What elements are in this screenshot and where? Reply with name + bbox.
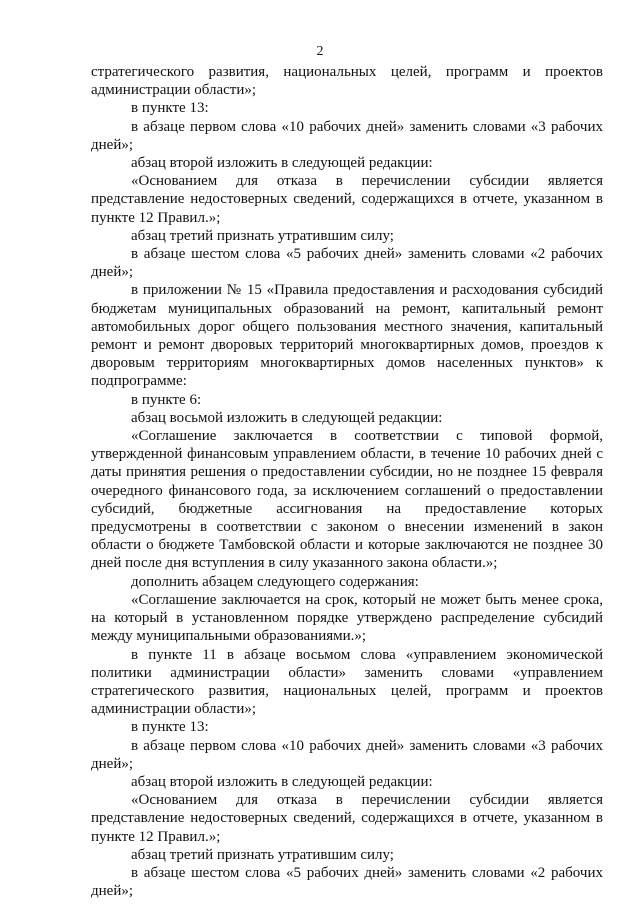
- paragraph: «Соглашение заключается на срок, который не может быть менее срока, на который в установленном порядке утверждено распределение субсидий между муниципальными образованиями.»;: [91, 591, 603, 645]
- paragraph: абзац восьмой изложить в следующей редакции:: [131, 409, 443, 426]
- paragraph: абзац третий признать утратившим силу;: [131, 227, 394, 244]
- paragraph: «Соглашение заключается в соответствии с типовой формой, утвержденной финансовым управлением области, в течение 10 рабочих дней с даты принятия решения о предоставлении субсидии, но не позднее 15 февраля очередного финансового года, за исключением соглашений о предоставлении субсидий, бюджетные ассигнования на предоставление которых предусмотрены в соответствии с законом о внесении изменений в закон области о бюджете Тамбовской области и которые заключаются не позднее 30 дней после дня вступления в силу указанного закона области.»;: [91, 428, 603, 572]
- paragraph: в пункте 11 в абзаце восьмом слова «управлением экономической политики администрации области» заменить словами «управлением стратегического развития, национальных целей, программ и проектов администрации области»;: [91, 646, 603, 718]
- paragraph: в абзаце первом слова «10 рабочих дней» заменить словами «3 рабочих дней»;: [91, 737, 603, 772]
- paragraph: абзац второй изложить в следующей редакции:: [131, 773, 433, 790]
- paragraph: абзац второй изложить в следующей редакции:: [131, 155, 433, 172]
- paragraph: стратегического развития, национальных целей, программ и проектов администрации области»;: [91, 64, 603, 99]
- paragraph: в абзаце шестом слова «5 рабочих дней» заменить словами «2 рабочих дней»;: [91, 864, 603, 900]
- paragraph: в абзаце шестом слова «5 рабочих дней» заменить словами «2 рабочих дней»;: [91, 246, 603, 281]
- paragraph: в пункте 6:: [131, 391, 202, 408]
- paragraph: «Основанием для отказа в перечислении субсидии является представление недостоверных сведений, содержащихся в отчете, указанном в пункте 12 Правил.»;: [91, 792, 603, 845]
- paragraph: дополнить абзацем следующего содержания:: [131, 573, 419, 590]
- paragraph: в абзаце первом слова «10 рабочих дней» заменить словами «3 рабочих дней»;: [91, 118, 603, 153]
- paragraph: в пункте 13:: [131, 100, 209, 117]
- paragraph: «Основанием для отказа в перечислении субсидии является представление недостоверных сведений, содержащихся в отчете, указанном в пункте 12 Правил.»;: [91, 173, 603, 226]
- paragraph: в пункте 13:: [131, 719, 209, 736]
- page-number: 2: [316, 44, 324, 59]
- document-body: [91, 63, 603, 900]
- paragraph: абзац третий признать утратившим силу;: [131, 846, 394, 863]
- paragraph: в приложении № 15 «Правила предоставления и расходования субсидий бюджетам муниципальных образований на ремонт, капитальный ремонт автомобильных дорог общего пользования местного значения, капитальный ремонт и ремонт дворовых территорий многоквартирных домов, проездов к дворовым территориям многоквартирных домов населенных пунктов» к подпрограмме:: [91, 282, 603, 390]
